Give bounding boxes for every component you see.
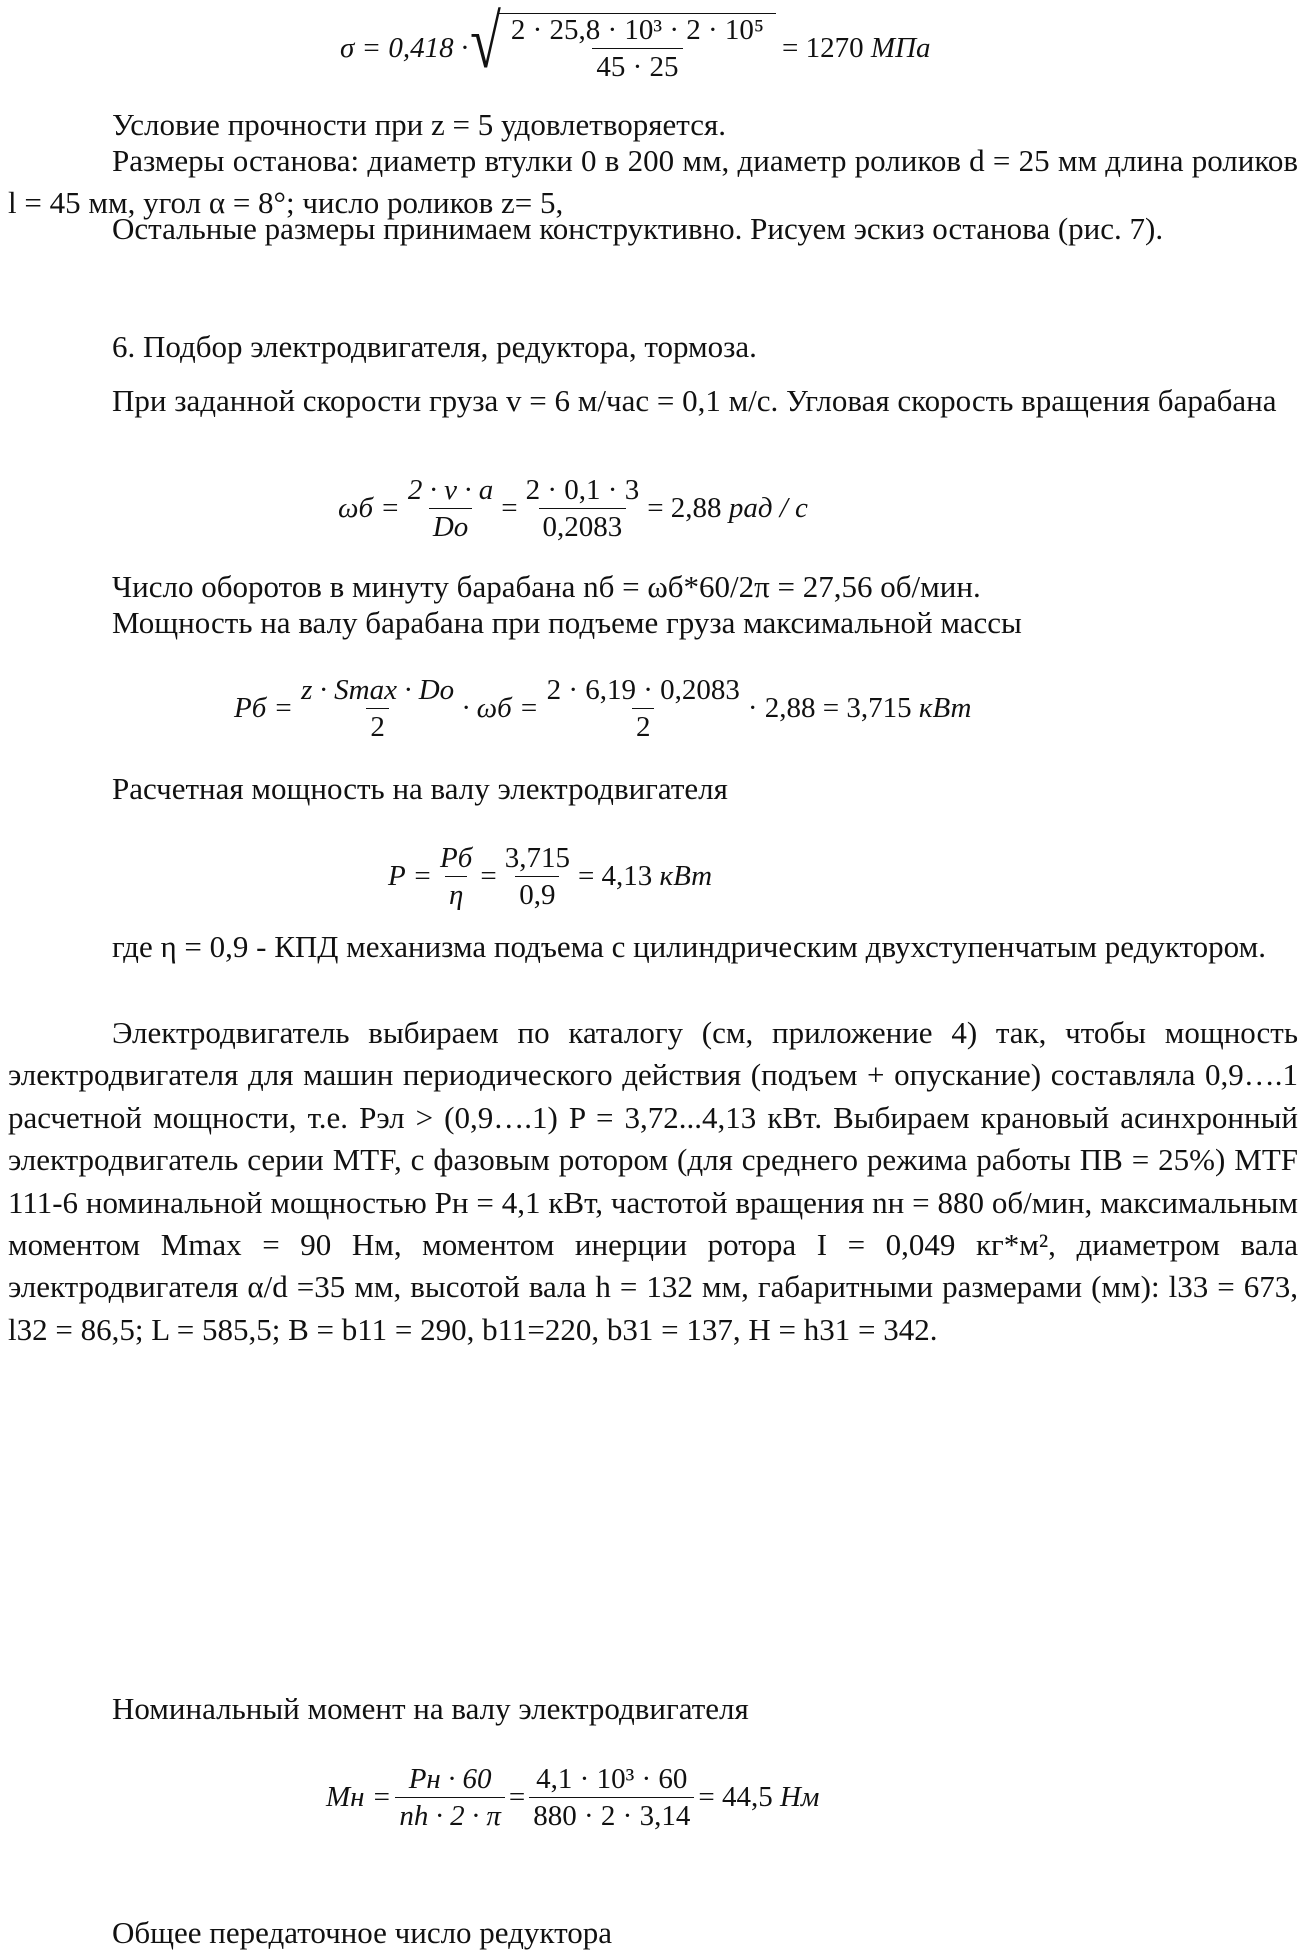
- formula4-unit: кВт: [659, 859, 713, 892]
- paragraph-stop-dimensions: Размеры останова: диаметр втулки 0 в 200 мм, диаметр роликов d = 25 мм длина роликов l = 45 мм, угол α = 8°; число роликов z= 5,: [8, 143, 1298, 220]
- formula-stress-result: = 1270: [782, 31, 864, 64]
- formula5-fraction2: [529, 1763, 694, 1832]
- formula5-num2: 4,1 · 10³ · 60: [536, 1762, 688, 1795]
- formula2-unit: рад / с: [728, 491, 808, 524]
- formula2-fraction1: [404, 474, 497, 543]
- formula5-fraction1: [395, 1763, 505, 1832]
- formula2-den2: 0,2083: [539, 508, 627, 543]
- formula4-fraction1: [436, 842, 476, 911]
- paragraph-motor-selection: Электродвигатель выбираем по каталогу (см, приложение 4) так, чтобы мощность электродвигателя для машин периодического действия (подъем + опускание) составляла 0,9….1 расчетной мощности, т.е. Pэл > (0,9….1) P = 3,72...4,13 кВт. Выбираем крановый асинхронный электродвигатель серии MTF, с фазовым ротором (для среднего режима работы ПВ = 25%) MTF 111-6 номинальной мощностью Pн = 4,1 кВт, частотой вращения nн = 880 об/мин, максимальным моментом Mmax = 90 Нм, моментом инерции ротора I = 0,049 кг*м², диаметром вала электродвигателя α/d =35 мм, высотой вала h = 132 мм, габаритными размерами (мм): l33 = 673, l32 = 86,5; L = 585,5; B = b11 = 290, b11=220, b31 = 137, H = h31 = 342.: [8, 1015, 1298, 1347]
- paragraph-gear-ratio: Общее передаточное число редуктора: [112, 1915, 612, 1950]
- formula-stress: [340, 0, 931, 88]
- formula3-num1: z · Smax · Dо: [301, 673, 455, 706]
- formula4-lhs: P =: [388, 859, 433, 892]
- formula2-fraction2: [522, 474, 644, 543]
- paragraph-drum-power: Мощность на валу барабана при подъеме груза максимальной массы: [112, 605, 1022, 640]
- section-heading: 6. Подбор электродвигателя, редуктора, тормоза.: [112, 329, 757, 364]
- formula2-lhs: ωб =: [338, 491, 400, 524]
- formula4-num1: Pб: [440, 841, 473, 874]
- formula-nominal-torque: [326, 1754, 819, 1840]
- formula4-result: = 4,13: [577, 859, 653, 892]
- paragraph-drum-rpm: Число оборотов в минуту барабана nб = ωб*60/2π = 27,56 об/мин.: [112, 569, 981, 604]
- paragraph-motor-power: Расчетная мощность на валу электродвигателя: [112, 771, 728, 806]
- paragraph-nominal-torque: Номинальный момент на валу электродвигателя: [112, 1691, 749, 1726]
- formula2-result: = 2,88: [647, 491, 722, 524]
- formula-stress-fraction: [507, 14, 768, 83]
- sqrt-symbol: √ $\frac{\text{2 · 25,8 · 10³ · 2 · 10⁵}}{45 \cdot 25}$: [470, 13, 776, 83]
- formula3-den1: 2: [366, 708, 389, 743]
- formula5-num1: Pн · 60: [408, 1762, 492, 1795]
- paragraph-load-speed: При заданной скорости груза v = 6 м/час = 0,1 м/с. Угловая скорость вращения барабана: [112, 383, 1277, 418]
- formula2-den1: Dо: [429, 508, 472, 543]
- formula-drum-power: [234, 668, 971, 748]
- formula3-fraction1: [297, 674, 458, 743]
- formula-stress-unit: МПа: [870, 31, 931, 64]
- formula2-num2: 2 · 0,1 · 3: [525, 473, 640, 506]
- paragraph-efficiency: где η = 0,9 - КПД механизма подъема с цилиндрическим двухступенчатым редуктором.: [112, 929, 1266, 964]
- formula3-num2: 2 · 6,19 · 0,2083: [546, 673, 740, 706]
- formula3-den2: 2: [632, 708, 655, 743]
- formula5-den1: nh · 2 · π: [395, 1797, 505, 1832]
- formula2-eq: =: [501, 491, 518, 524]
- formula-stress-numerator: 2 · 25,8 · 10³ · 2 · 10⁵: [510, 14, 765, 46]
- formula3-mid: · ωб =: [462, 691, 539, 724]
- formula-angular-speed: [338, 468, 808, 548]
- formula5-lhs: Mн =: [326, 1780, 392, 1813]
- formula4-num2: 3,715: [504, 841, 570, 874]
- formula3-fraction2: [543, 674, 744, 743]
- formula4-eq: =: [480, 859, 497, 892]
- formula3-unit: кВт: [918, 691, 972, 724]
- formula3-lhs: Pб =: [234, 691, 294, 724]
- formula-stress-lhs: σ = 0,418 ·: [340, 31, 469, 64]
- formula4-den1: η: [445, 876, 467, 911]
- paragraph-strength-condition: Условие прочности при z = 5 удовлетворяется.: [112, 107, 726, 142]
- formula4-fraction2: [501, 842, 574, 911]
- formula3-result: · 2,88 = 3,715: [747, 691, 912, 724]
- formula5-unit: Нм: [779, 1780, 820, 1813]
- formula2-num1: 2 · v · a: [407, 473, 494, 506]
- formula5-result: = 44,5: [698, 1780, 773, 1813]
- formula-stress-denominator: 45 · 25: [592, 48, 682, 83]
- formula4-den2: 0,9: [515, 876, 559, 911]
- paragraph-other-dimensions: Остальные размеры принимаем конструктивно. Рисуем эскиз останова (рис. 7).: [112, 211, 1164, 246]
- formula5-eq: =: [508, 1780, 526, 1813]
- formula-motor-power: [388, 836, 712, 916]
- formula5-den2: 880 · 2 · 3,14: [529, 1797, 694, 1832]
